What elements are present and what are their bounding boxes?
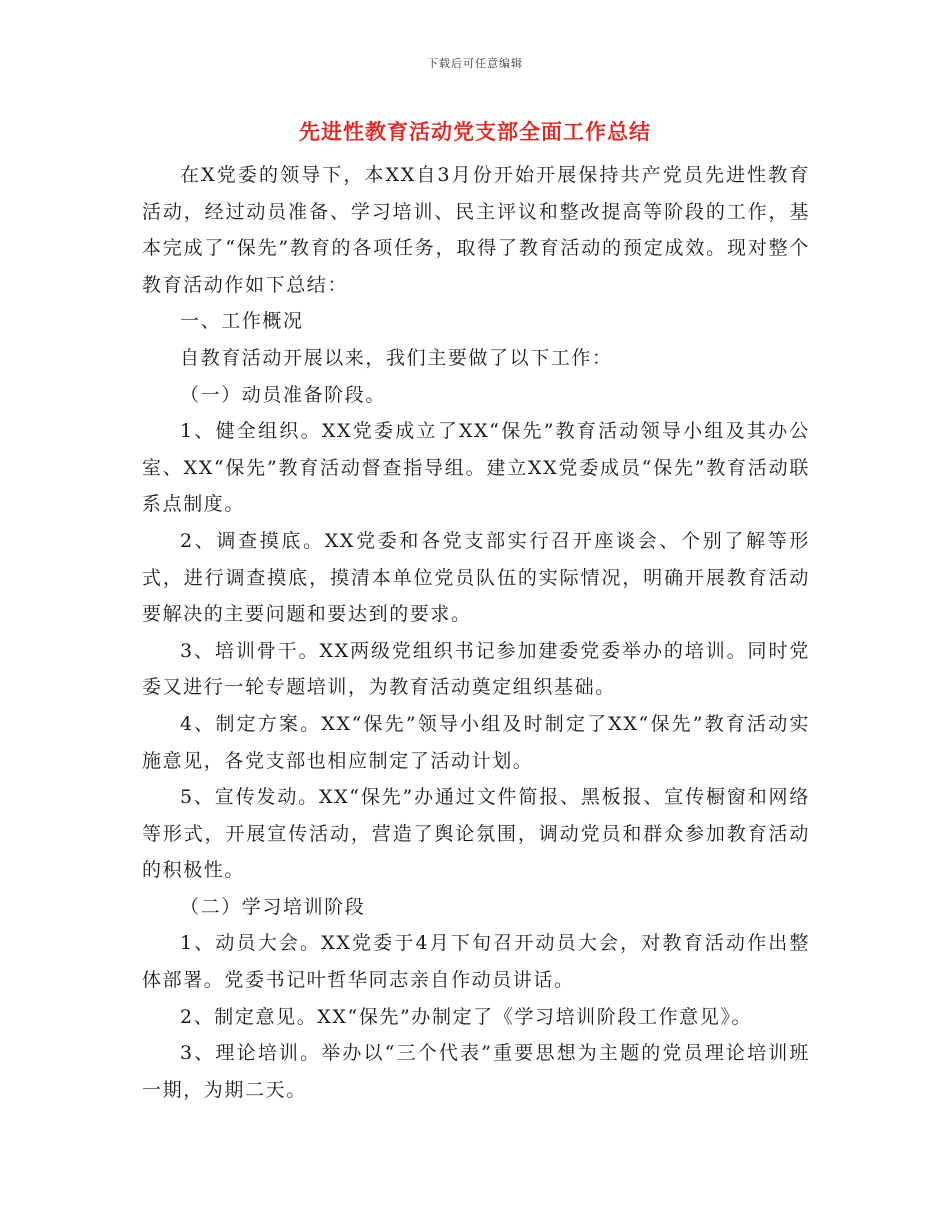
list-item-training: 3、培训骨干。XX两级党组织书记参加建委党委举办的培训。同时党委又进行一轮专题培训，为教育活动奠定组织基础。: [142, 639, 810, 699]
list-item-theory-training: 3、理论培训。举办以“三个代表”重要思想为主题的党员理论培训班一期，为期二天。: [142, 1042, 810, 1101]
list-item-mobilization-meeting: 1、动员大会。XX党委于4月下旬召开动员大会，对教育活动作出整体部署。党委书记叶哲华同志亲自作动员讲话。: [142, 932, 810, 992]
document-body: [142, 157, 810, 1108]
list-item-organization: 1、健全组织。XX党委成立了XX“保先”教育活动领导小组及其办公室、XX“保先”教育活动督查指导组。建立XX党委成员“保先”教育活动联系点制度。: [142, 420, 810, 516]
list-item-opinions: 2、制定意见。XX“保先”办制定了《学习培训阶段工作意见》。: [180, 1005, 753, 1028]
document-title: 先进性教育活动党支部全面工作总结: [299, 119, 651, 144]
subsection-heading-study: （二）学习培训阶段: [180, 895, 366, 918]
section-heading-overview: 一、工作概况: [180, 310, 304, 333]
list-item-plan: 4、制定方案。XX“保先”领导小组及时制定了XX“保先”教育活动实施意见，各党支部也相应制定了活动计划。: [142, 712, 810, 772]
list-item-publicity: 5、宣传发动。XX“保先”办通过文件简报、黑板报、宣传橱窗和网络等形式，开展宣传活动，营造了舆论氛围，调动党员和群众参加教育活动的积极性。: [142, 786, 810, 882]
intro-paragraph: 在X党委的领导下，本XX自3月份开始开展保持共产党员先进性教育活动，经过动员准备、学习培训、民主评议和整改提高等阶段的工作，基本完成了“保先”教育的各项任务，取得了教育活动的预定成效。现对整个教育活动作如下总结：: [142, 164, 810, 296]
overview-paragraph: 自教育活动开展以来，我们主要做了以下工作：: [180, 346, 613, 369]
subsection-heading-mobilization: （一）动员准备阶段。: [180, 383, 387, 406]
header-note: 下载后可任意编辑: [427, 57, 523, 70]
list-item-survey: 2、调查摸底。XX党委和各党支部实行召开座谈会、个别了解等形式，进行调查摸底，摸清本单位党员队伍的实际情况，明确开展教育活动要解决的主要问题和要达到的要求。: [142, 529, 810, 626]
